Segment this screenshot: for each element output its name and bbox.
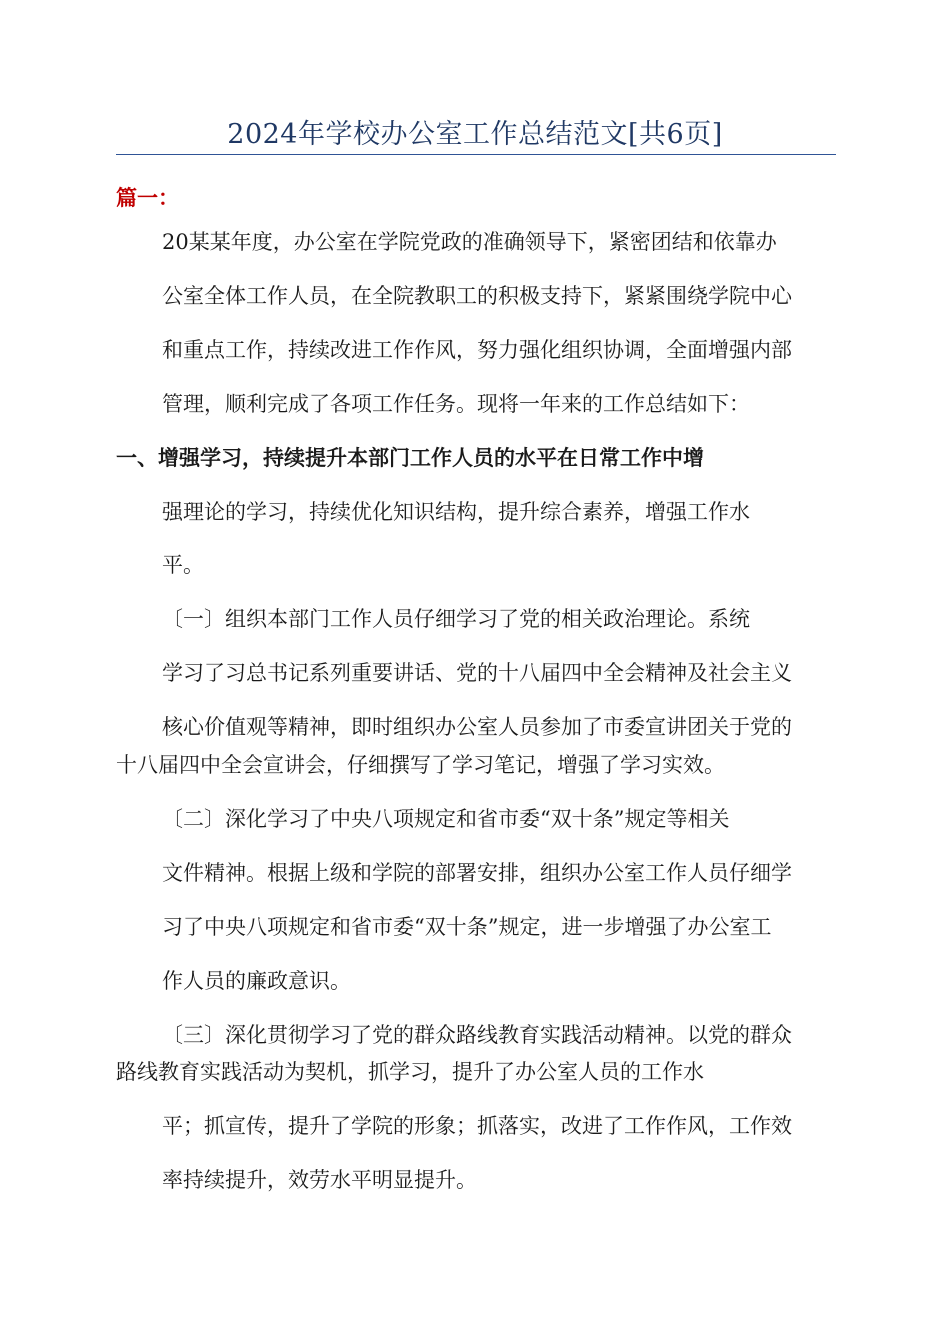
- subsection-line: 〔一〕组织本部门工作人员仔细学习了党的相关政治理论。系统: [162, 607, 750, 631]
- paragraph-line: 习了中央八项规定和省市委“双十条”规定，进一步增强了办公室工: [162, 915, 772, 939]
- paragraph-line: 20某某年度，办公室在学院党政的准确领导下，紧密团结和依靠办: [162, 230, 777, 254]
- paragraph-line: 公室全体工作人员，在全院教职工的积极支持下，紧紧围绕学院中心: [162, 284, 792, 308]
- paragraph-line: 管理，顺利完成了各项工作任务。现将一年来的工作总结如下：: [162, 392, 750, 416]
- paragraph-line: 十八届四中全会宣讲会，仔细撰写了学习笔记，增强了学习实效。: [116, 753, 725, 777]
- subsection-line: 〔三〕深化贯彻学习了党的群众路线教育实践活动精神。以党的群众: [162, 1023, 792, 1047]
- subsection-line: 〔二〕深化学习了中央八项规定和省市委“双十条”规定等相关: [162, 807, 730, 831]
- title-underline: [116, 154, 836, 155]
- section-heading: 一、增强学习，持续提升本部门工作人员的水平在日常工作中增: [116, 446, 704, 470]
- document-title: 2024年学校办公室工作总结范文[共6页]: [227, 119, 723, 150]
- paragraph-line: 平。: [162, 553, 204, 577]
- part-heading: 篇一：: [116, 186, 179, 210]
- paragraph-line: 文件精神。根据上级和学院的部署安排，组织办公室工作人员仔细学: [162, 861, 792, 885]
- paragraph-line: 作人员的廉政意识。: [162, 969, 351, 993]
- paragraph-line: 强理论的学习，持续优化知识结构，提升综合素养，增强工作水: [162, 500, 750, 524]
- paragraph-line: 和重点工作，持续改进工作作风，努力强化组织协调，全面增强内部: [162, 338, 792, 362]
- paragraph-line: 率持续提升，效劳水平明显提升。: [162, 1168, 477, 1192]
- paragraph-line: 平；抓宣传，提升了学院的形象；抓落实，改进了工作作风，工作效: [162, 1114, 792, 1138]
- paragraph-line: 核心价值观等精神，即时组织办公室人员参加了市委宣讲团关于党的: [162, 715, 792, 739]
- paragraph-line: 学习了习总书记系列重要讲话、党的十八届四中全会精神及社会主义: [162, 661, 792, 685]
- paragraph-line: 路线教育实践活动为契机，抓学习，提升了办公室人员的工作水: [116, 1060, 704, 1084]
